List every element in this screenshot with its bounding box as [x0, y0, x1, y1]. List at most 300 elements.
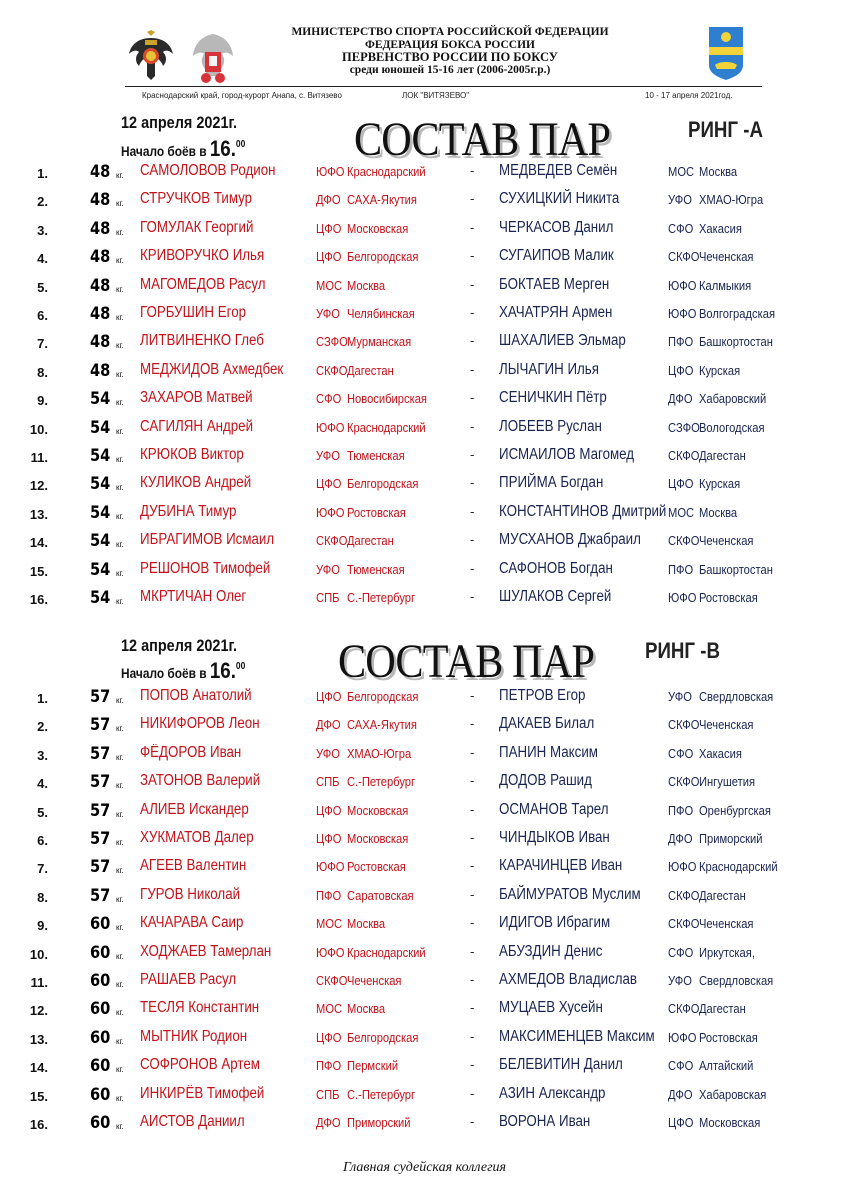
blue-corner-boxer-text: МАКСИМЕНЦЕВ Максим [499, 1027, 655, 1045]
blue-corner-boxer-text: АБУЗДИН Денис [499, 942, 603, 960]
blue-corner-region: Хакасия [698, 745, 742, 761]
red-corner-district: УФО [316, 745, 340, 761]
weight-class [90, 914, 114, 934]
pair-row [0, 772, 849, 800]
weight-class-text: 57 [90, 885, 111, 906]
red-corner-affiliation [316, 1058, 411, 1073]
blue-corner-district: СКФО [668, 448, 700, 463]
event-header [250, 26, 650, 76]
pair-number: 7. [37, 861, 48, 877]
red-corner-region: Саратовская [346, 887, 414, 903]
red-corner-region: Краснодарский [346, 944, 426, 960]
blue-corner-region: Хабаровский [698, 391, 767, 407]
versus-dash: - [470, 163, 475, 178]
red-corner-affiliation [316, 803, 423, 818]
blue-corner-affiliation [668, 278, 765, 293]
versus-dash: - [470, 744, 475, 760]
versus-dash: - [470, 418, 475, 434]
blue-corner-district: СКФО [668, 717, 700, 733]
blue-corner-affiliation [668, 774, 769, 789]
blue-corner-affiliation [668, 803, 788, 818]
pair-row [0, 247, 849, 275]
header-dates: 10 - 17 апреля 2021год. [645, 91, 733, 100]
blue-corner-boxer [499, 914, 628, 932]
weight-unit: кг. [116, 284, 124, 294]
red-corner-district: ЦФО [316, 249, 342, 265]
weight-class [90, 1056, 114, 1076]
red-corner-boxer-text: ЗАХАРОВ Матвей [140, 389, 253, 407]
blue-corner-boxer [499, 276, 627, 294]
weight-class [90, 886, 114, 906]
blue-corner-district: ПФО [668, 561, 694, 577]
red-corner-affiliation [316, 717, 433, 732]
red-corner-district: ЦФО [316, 1029, 342, 1045]
red-corner-region: Московская [346, 831, 409, 846]
weight-unit: кг. [116, 227, 124, 237]
pair-row [0, 162, 849, 190]
blue-corner-affiliation [668, 1001, 758, 1016]
blue-corner-affiliation [668, 746, 754, 761]
pair-row [0, 304, 849, 332]
weight-unit: кг. [116, 256, 124, 266]
red-corner-affiliation [316, 505, 420, 520]
blue-corner-district: ЦФО [668, 362, 694, 378]
pair-number: 4. [37, 776, 48, 792]
blue-corner-boxer [499, 531, 664, 549]
blue-corner-region: Ингушетия [698, 774, 756, 790]
red-corner-region: Москва [346, 277, 386, 293]
blue-corner-boxer [499, 190, 639, 208]
pair-number: 10. [29, 421, 48, 437]
weight-class [90, 276, 114, 296]
red-corner-affiliation [316, 916, 396, 931]
red-corner-affiliation [316, 1115, 426, 1130]
red-corner-boxer-text: ГОМУЛАК Георгий [140, 218, 254, 236]
pair-row [0, 503, 849, 531]
blue-corner-affiliation [668, 505, 748, 520]
blue-corner-region: Чеченская [698, 717, 754, 733]
weight-class-text: 54 [90, 531, 111, 552]
red-corner-boxer-text: ДУБИНА Тимур [140, 502, 237, 520]
red-corner-district: СПБ [316, 590, 340, 605]
weight-class [90, 389, 114, 409]
versus-dash: - [470, 276, 475, 292]
blue-corner-region: Приморский [698, 831, 763, 846]
section-a-title: СОСТАВ ПАР [354, 113, 611, 166]
start-prefix: Начало боёв в [121, 665, 207, 681]
versus-dash: - [470, 830, 475, 845]
blue-corner-district: ДФО [668, 391, 693, 407]
header-venue: ЛОК "ВИТЯЗЕВО" [402, 91, 470, 100]
blue-corner-district: СФО [668, 220, 694, 236]
blue-corner-boxer [499, 744, 614, 762]
pair-number: 3. [37, 222, 48, 238]
blue-corner-affiliation [668, 859, 795, 874]
red-corner-affiliation [316, 363, 406, 378]
blue-corner-boxer-text: ИСМАИЛОВ Магомед [499, 446, 635, 463]
red-corner-boxer-text: МАГОМЕДОВ Расул [140, 275, 266, 293]
red-corner-region: С.-Петербург [346, 1086, 416, 1102]
blue-corner-boxer-text: КОНСТАНТИНОВ Дмитрий [499, 502, 667, 520]
blue-corner-boxer [499, 1028, 680, 1046]
red-corner-region: САХА-Якутия [346, 717, 417, 733]
weight-class-text: 57 [90, 772, 111, 793]
pair-row [0, 446, 849, 474]
versus-dash: - [470, 333, 475, 349]
weight-class-text: 57 [90, 829, 111, 849]
start-minutes: 00 [235, 139, 246, 150]
weight-class-text: 60 [90, 1056, 111, 1077]
blue-corner-boxer-text: ДАКАЕВ Билал [499, 715, 595, 733]
blue-corner-boxer-text: ПЕТРОВ Егор [499, 687, 586, 704]
red-corner-boxer [140, 1113, 262, 1131]
blue-corner-affiliation [668, 973, 790, 988]
red-corner-boxer [140, 446, 261, 464]
red-corner-district: МОС [316, 277, 343, 293]
red-corner-district: СЗФО [316, 334, 348, 350]
pair-row [0, 829, 849, 857]
weight-unit: кг. [116, 171, 124, 180]
red-corner-region: Москва [346, 916, 386, 932]
blue-corner-region: Ростовская [698, 590, 758, 605]
red-corner-region: Новосибирская [346, 391, 427, 407]
red-corner-boxer-text: ЛИТВИНЕНКО Глеб [140, 332, 264, 350]
blue-corner-boxer-text: ОСМАНОВ Тарел [499, 800, 609, 818]
red-corner-boxer [140, 687, 270, 705]
footer-signature: Главная судейская коллегия [342, 1160, 507, 1175]
weight-class [90, 219, 114, 239]
blue-corner-boxer [499, 219, 632, 237]
weight-unit: кг. [116, 398, 124, 408]
versus-dash: - [470, 1057, 475, 1073]
red-corner-district: УФО [316, 306, 340, 321]
red-corner-boxer [140, 999, 279, 1017]
blue-corner-boxer [499, 332, 647, 350]
red-corner-region: Чеченская [346, 973, 402, 988]
blue-corner-boxer-text: ПРИЙМА Богдан [499, 474, 604, 492]
red-corner-district: УФО [316, 561, 340, 577]
red-corner-boxer [140, 389, 271, 407]
blue-corner-region: Иркутская, [698, 944, 755, 960]
blue-corner-region: Чеченская [698, 533, 754, 549]
pair-row [0, 886, 849, 914]
red-corner-region: Белгородская [346, 476, 419, 492]
blue-corner-boxer-text: ШУЛАКОВ Сергей [499, 588, 612, 605]
red-corner-affiliation [316, 448, 419, 463]
pair-number: 1. [37, 166, 48, 181]
weight-unit: кг. [116, 426, 124, 436]
red-corner-affiliation [316, 945, 443, 960]
blue-corner-affiliation [668, 448, 758, 463]
weight-class [90, 446, 114, 466]
blue-corner-boxer-text: МУЦАЕВ Хусейн [499, 999, 603, 1017]
blue-corner-district: ЦФО [668, 476, 694, 492]
versus-dash: - [470, 972, 475, 987]
blue-corner-district: СКФО [668, 249, 700, 265]
red-corner-region: Приморский [346, 1115, 411, 1130]
blue-corner-affiliation [668, 831, 778, 846]
anapa-coat-of-arms-icon [707, 25, 745, 81]
red-corner-boxer [140, 744, 258, 762]
blue-corner-boxer-text: ИДИГОВ Ибрагим [499, 914, 611, 932]
pair-number: 16. [29, 592, 48, 607]
weight-class [90, 715, 114, 735]
red-corner-affiliation [316, 973, 415, 988]
red-corner-region: С.-Петербург [346, 590, 416, 605]
weight-class-text: 48 [90, 332, 111, 353]
blue-corner-boxer-text: СЕНИЧКИН Пётр [499, 389, 607, 407]
weight-class [90, 162, 114, 182]
red-corner-affiliation [316, 888, 429, 903]
red-corner-boxer-text: САГИЛЯН Андрей [140, 417, 254, 435]
versus-dash: - [470, 248, 475, 264]
pair-number: 1. [37, 691, 48, 706]
pair-row [0, 531, 849, 559]
red-corner-boxer [140, 474, 269, 492]
blue-corner-boxer-text: АХМЕДОВ Владислав [499, 971, 638, 988]
blue-corner-boxer [499, 247, 632, 265]
weight-unit: кг. [116, 1008, 124, 1018]
red-corner-district: ДФО [316, 1115, 341, 1130]
versus-dash: - [470, 1028, 475, 1044]
blue-corner-region: Дагестан [698, 448, 746, 463]
blue-corner-boxer-text: САФОНОВ Богдан [499, 559, 613, 577]
red-corner-affiliation [316, 746, 427, 761]
red-corner-region: Ростовская [346, 504, 406, 520]
weight-class-text: 57 [90, 800, 111, 821]
blue-corner-affiliation [668, 1087, 782, 1102]
blue-corner-district: ЮФО [668, 306, 697, 321]
pair-row [0, 999, 849, 1027]
blue-corner-district: ПФО [668, 334, 694, 350]
red-corner-district: ПФО [316, 1058, 342, 1074]
weight-class-text: 60 [90, 1027, 111, 1048]
blue-corner-region: Дагестан [698, 1001, 746, 1017]
pair-row [0, 332, 849, 360]
red-corner-boxer-text: ИНКИРЁВ Тимофей [140, 1084, 265, 1102]
weight-unit: кг. [116, 809, 124, 819]
weight-unit: кг. [116, 980, 124, 989]
red-corner-boxer-text: ТЕСЛЯ Константин [140, 999, 260, 1017]
red-corner-affiliation [316, 391, 445, 406]
pair-row [0, 560, 849, 588]
versus-dash: - [470, 915, 475, 931]
red-corner-boxer [140, 829, 272, 847]
weight-unit: кг. [116, 866, 124, 876]
blue-corner-district: ЮФО [668, 1029, 697, 1045]
versus-dash: - [470, 532, 475, 548]
red-corner-boxer [140, 1056, 279, 1074]
blue-corner-boxer [499, 560, 631, 578]
blue-corner-region: Москва [698, 164, 738, 179]
start-prefix: Начало боёв в [121, 143, 207, 159]
red-corner-boxer-text: ХУКМАТОВ Далер [140, 829, 254, 846]
section-b-date: 12 апреля 2021г. [121, 636, 238, 655]
weight-class [90, 503, 114, 523]
red-corner-district: МОС [316, 916, 343, 932]
pair-number: 9. [37, 393, 48, 409]
red-corner-boxer-text: ИБРАГИМОВ Исмаил [140, 531, 275, 549]
weight-class [90, 744, 114, 764]
pair-number: 7. [37, 336, 48, 352]
red-corner-affiliation [316, 1087, 431, 1102]
versus-dash: - [470, 716, 475, 732]
red-corner-region: Московская [346, 220, 409, 236]
red-corner-district: МОС [316, 1001, 343, 1017]
red-corner-affiliation [316, 221, 423, 236]
blue-corner-boxer-text: МУСХАНОВ Джабраил [499, 531, 641, 549]
blue-corner-district: ДФО [668, 831, 693, 846]
red-corner-region: Дагестан [346, 533, 394, 549]
section-a-start-time [121, 136, 245, 162]
red-corner-district: ЮФО [316, 944, 345, 960]
blue-corner-district: ПФО [668, 802, 694, 818]
weight-class [90, 829, 114, 849]
red-corner-region: Ростовская [346, 859, 406, 875]
pair-number: 3. [37, 747, 48, 763]
weight-class-text: 54 [90, 417, 111, 438]
blue-corner-affiliation [668, 476, 752, 491]
versus-dash: - [470, 1000, 475, 1016]
pair-number: 13. [29, 506, 48, 522]
pair-number: 14. [29, 1060, 48, 1076]
blue-corner-boxer [499, 361, 615, 379]
red-corner-boxer [140, 801, 266, 819]
blue-corner-district: СКФО [668, 1001, 700, 1017]
blue-corner-region: Ростовская [698, 1029, 758, 1045]
weight-class [90, 1028, 114, 1048]
red-corner-boxer-text: МЫТНИК Родион [140, 1027, 248, 1045]
weight-unit: кг. [116, 838, 124, 847]
weight-class [90, 772, 114, 792]
red-corner-district: ЮФО [316, 419, 345, 435]
blue-corner-boxer-text: БОКТАЕВ Мерген [499, 275, 610, 293]
weight-class [90, 531, 114, 551]
weight-unit: кг. [116, 341, 124, 351]
red-corner-boxer [140, 332, 284, 350]
red-corner-district: ЮФО [316, 859, 345, 875]
blue-corner-region: Волгоградская [698, 306, 776, 321]
pair-number: 10. [29, 946, 48, 962]
pair-number: 11. [30, 975, 48, 990]
red-corner-boxer [140, 418, 271, 436]
blue-corner-boxer-text: ЧИНДЫКОВ Иван [499, 829, 610, 846]
blue-corner-boxer-text: ШАХАЛИЕВ Эльмар [499, 332, 626, 350]
blue-corner-region: Хакасия [698, 220, 742, 236]
red-corner-affiliation [316, 1001, 396, 1016]
versus-dash: - [470, 1114, 475, 1129]
pair-row [0, 1028, 849, 1056]
weight-unit: кг. [116, 1036, 124, 1046]
pair-row [0, 588, 849, 616]
pair-row [0, 801, 849, 829]
blue-corner-boxer [499, 304, 631, 322]
blue-corner-district: УФО [668, 192, 692, 208]
weight-unit: кг. [116, 597, 124, 606]
red-corner-affiliation [316, 278, 396, 293]
weight-unit: кг. [116, 199, 124, 209]
red-corner-boxer-text: ПОПОВ Анатолий [140, 687, 252, 704]
pair-row [0, 914, 849, 942]
weight-class-text: 54 [90, 588, 111, 608]
pair-row [0, 687, 849, 715]
weight-class-text: 60 [90, 942, 111, 963]
red-corner-affiliation [316, 192, 433, 207]
header-location: Краснодарский край, город-курорт Анапа, с. Витязево [142, 91, 342, 100]
weight-unit: кг. [116, 1065, 124, 1075]
versus-dash: - [470, 191, 475, 207]
blue-corner-region: Курская [698, 476, 741, 492]
pair-row [0, 971, 849, 999]
pair-number: 6. [37, 308, 48, 323]
weight-class-text: 57 [90, 715, 111, 736]
blue-corner-region: Москва [698, 504, 738, 520]
red-corner-district: СКФО [316, 362, 348, 378]
weight-class [90, 332, 114, 352]
blue-corner-region: Хабаровская [698, 1086, 767, 1102]
red-corner-district: ЮФО [316, 504, 345, 520]
blue-corner-district: СФО [668, 944, 694, 960]
weight-class [90, 971, 114, 991]
pair-number: 5. [37, 804, 48, 820]
weight-class [90, 361, 114, 381]
red-corner-boxer [140, 1085, 285, 1103]
pair-number: 5. [37, 279, 48, 295]
blue-corner-district: УФО [668, 689, 692, 704]
versus-dash: - [470, 361, 475, 377]
blue-corner-affiliation [668, 916, 767, 931]
blue-corner-boxer-text: КАРАЧИНЦЕВ Иван [499, 857, 623, 875]
section-b-start-time [121, 658, 245, 684]
weight-unit: кг. [116, 313, 124, 322]
header-line-category: среди юношей 15-16 лет (2006-2005г.р.) [349, 63, 551, 76]
blue-corner-boxer [499, 886, 664, 904]
red-corner-affiliation [316, 420, 443, 435]
weight-class-text: 48 [90, 304, 111, 324]
blue-corner-region: Оренбургская [698, 802, 771, 818]
weight-unit: кг. [116, 511, 124, 521]
weight-class-text: 57 [90, 743, 111, 764]
weight-class-text: 57 [90, 857, 111, 878]
start-hour: 16. [209, 658, 236, 683]
red-corner-affiliation [316, 476, 435, 491]
red-corner-boxer [140, 772, 280, 790]
blue-corner-boxer [499, 418, 619, 436]
pair-row [0, 1085, 849, 1113]
blue-corner-boxer [499, 829, 628, 847]
versus-dash: - [470, 475, 475, 491]
blue-corner-boxer [499, 389, 624, 407]
red-corner-boxer-text: ФЁДОРОВ Иван [140, 743, 242, 761]
weight-class-text: 54 [90, 446, 111, 466]
pair-row [0, 190, 849, 218]
blue-corner-affiliation [668, 221, 754, 236]
weight-unit: кг. [116, 781, 124, 791]
blue-corner-district: СЗФО [668, 419, 700, 435]
blue-corner-region: Чеченская [698, 249, 754, 265]
versus-dash: - [470, 305, 475, 320]
pair-row [0, 943, 849, 971]
blue-corner-district: ЮФО [668, 277, 697, 293]
section-a-date: 12 апреля 2021г. [121, 113, 238, 132]
start-minutes: 00 [235, 661, 246, 672]
red-corner-district: УФО [316, 448, 340, 463]
red-corner-region: Белгородская [346, 249, 419, 265]
blue-corner-affiliation [668, 689, 790, 704]
red-corner-boxer [140, 715, 279, 733]
blue-corner-boxer-text: ВОРОНА Иван [499, 1113, 591, 1130]
red-corner-district: ЦФО [316, 831, 342, 846]
